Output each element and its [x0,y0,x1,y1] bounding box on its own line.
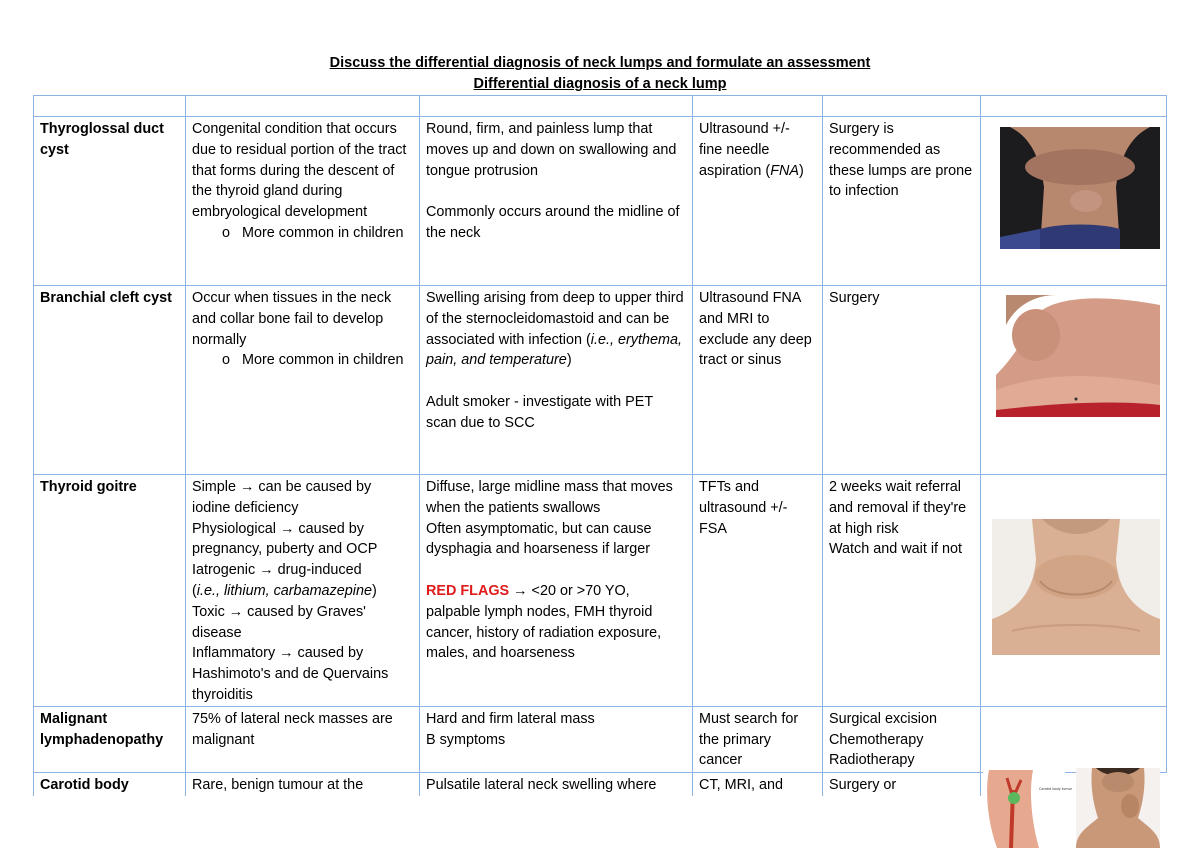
header-cell [693,96,823,117]
investigation-cell: TFTs and ultrasound +/- FSA [693,475,823,707]
cause-text: Occur when tissues in the neck and collar bone fail to develop normally [192,290,392,348]
diagram-caption: Carotid body tumor [1039,787,1073,791]
presentation-text-2: Often asymptomatic, but can cause dysphagia and hoarseness if larger [426,520,652,558]
presentation-text: Round, firm, and painless lump that moves up and down on swallowing and tongue protrusion [426,121,677,179]
red-flags [426,581,686,664]
condition-name: Malignant lymphadenopathy [34,706,186,772]
presentation-text: Swelling arising from deep to upper third of the sternocleidomastoid and can be associated with infection (i.e., erythema, pain, and temperature) [426,290,684,369]
cause-physiological: Physiological → caused by pregnancy, puberty and OCP [192,520,378,558]
red-flags-text: → <20 or >70 YO, palpable lymph nodes, FMH thyroid cancer, history of radiation exposure, males, and hoarseness [426,582,662,662]
header-cell [420,96,693,117]
investigation-close: ) [798,162,804,179]
cause-cell: Rare, benign tumour at the [186,772,420,795]
cause-bullet: o More common in children [216,223,413,244]
presentation-cell [420,117,693,286]
presentation-cell [420,475,693,707]
investigation-abbrev: FNA [770,162,799,179]
cause-simple: Simple → can be caused by iodine deficiency [192,479,372,516]
management-cell: Surgical excision Chemotherapy Radiotherapy [823,706,981,772]
presentation-text-2: Commonly occurs around the midline of the neck [426,204,680,241]
goitre-photo [992,519,1160,655]
cause-inflammatory: Inflammatory → caused by Hashimoto's and de Quervains thyroiditis [192,645,389,703]
header-cell [981,96,1167,117]
management-cell: Surgery [823,286,981,475]
thyroglossal-cyst-photo [1000,127,1160,249]
management-cell [823,475,981,707]
header-cell [823,96,981,117]
investigation-cell [693,117,823,286]
condition-name: Branchial cleft cyst [34,286,186,475]
branchial-cyst-photo [996,295,1160,417]
cause-iatrogenic: Iatrogenic → drug-induced [192,562,362,579]
table-title: Differential diagnosis of a neck lump [473,76,727,92]
presentation-cell: Pulsatile lateral neck swelling where [420,772,693,795]
investigation-text: Ultrasound +/- fine needle aspiration ( [699,121,790,179]
management-text: 2 weeks wait referral and removal if they're at high risk [829,479,967,537]
presentation-cell: Hard and firm lateral mass B symptoms [420,706,693,772]
red-flags-label: RED FLAGS [426,582,510,599]
header-row [34,96,1167,117]
management-cell: Surgery or [823,772,981,795]
carotid-body-photo [1076,768,1160,848]
condition-name: Thyroid goitre [34,475,186,707]
header-cell [34,96,186,117]
cause-text: Congenital condition that occurs due to residual portion of the tract that forms during the descent of the thyroid gland during embryological development [192,121,407,221]
presentation-text: Diffuse, large midline mass that moves when the patients swallows [426,479,673,516]
differential-table [33,95,1167,796]
investigation-cell: CT, MRI, and [693,772,823,795]
table-row [34,706,1167,772]
cause-toxic: Toxic → caused by Graves' disease [192,603,366,641]
investigation-cell: Ultrasound FNA and MRI to exclude any deep tract or sinus [693,286,823,475]
presentation-text-2: Adult smoker - investigate with PET scan due to SCC [426,393,653,431]
image-cell [981,706,1167,772]
header-cell [186,96,420,117]
cause-cell [186,475,420,707]
presentation-cell [420,286,693,475]
cause-cell: 75% of lateral neck masses are malignant [186,706,420,772]
carotid-body-diagram [983,770,1073,848]
cause-cell [186,286,420,475]
page-title: Discuss the differential diagnosis of neck lumps and formulate an assessment [329,55,871,71]
condition-name: Thyroglossal duct cyst [34,117,186,286]
cause-cell [186,117,420,286]
cause-bullet: o More common in children [216,350,413,371]
table-row [34,117,1167,286]
cause-iatrogenic-examples: (i.e., lithium, carbamazepine) [192,582,377,599]
management-cell: Surgery is recommended as these lumps are prone to infection [823,117,981,286]
investigation-cell: Must search for the primary cancer [693,706,823,772]
condition-name: Carotid body [34,772,186,795]
management-text-2: Watch and wait if not [829,541,963,558]
